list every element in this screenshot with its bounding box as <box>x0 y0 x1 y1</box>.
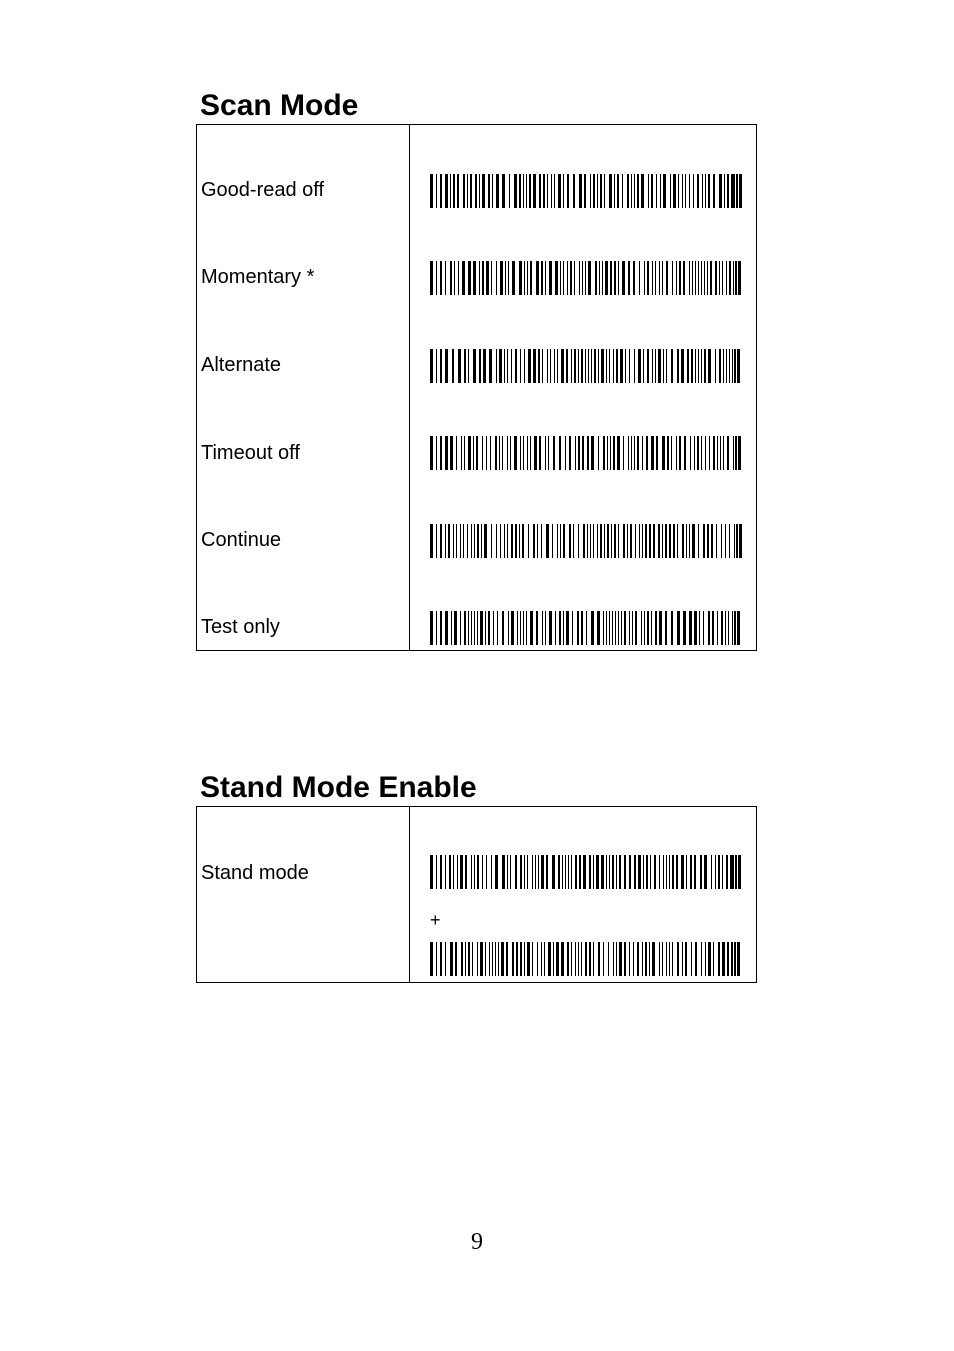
row-label-alternate: Alternate <box>201 354 282 376</box>
scan-mode-barcode-column <box>410 125 757 651</box>
scan-mode-label-column <box>197 125 410 651</box>
barcode-momentary[interactable] <box>430 261 742 295</box>
barcode-stand-mode-2[interactable] <box>430 942 742 976</box>
stand-mode-label-column <box>197 807 410 983</box>
row-label-stand-mode: Stand mode <box>201 862 309 884</box>
row-label-test-only: Test only <box>201 616 280 638</box>
barcode-alternate[interactable] <box>430 349 742 383</box>
plus-separator: + <box>430 910 441 930</box>
scan-mode-title: Scan Mode <box>200 89 359 122</box>
stand-mode-barcode-column <box>410 807 757 983</box>
barcode-continue[interactable] <box>430 524 742 558</box>
row-label-good-read-off: Good-read off <box>201 179 325 201</box>
scan-mode-table <box>196 124 757 651</box>
page-number: 9 <box>471 1229 483 1255</box>
stand-mode-title: Stand Mode Enable <box>200 771 477 804</box>
row-label-timeout-off: Timeout off <box>201 442 300 464</box>
stand-mode-table <box>196 806 757 983</box>
row-label-continue: Continue <box>201 529 282 551</box>
barcode-good-read-off[interactable] <box>430 174 742 208</box>
barcode-timeout-off[interactable] <box>430 436 742 470</box>
barcode-stand-mode-1[interactable] <box>430 855 742 889</box>
barcode-test-only[interactable] <box>430 611 742 645</box>
row-label-momentary: Momentary * <box>201 266 315 288</box>
